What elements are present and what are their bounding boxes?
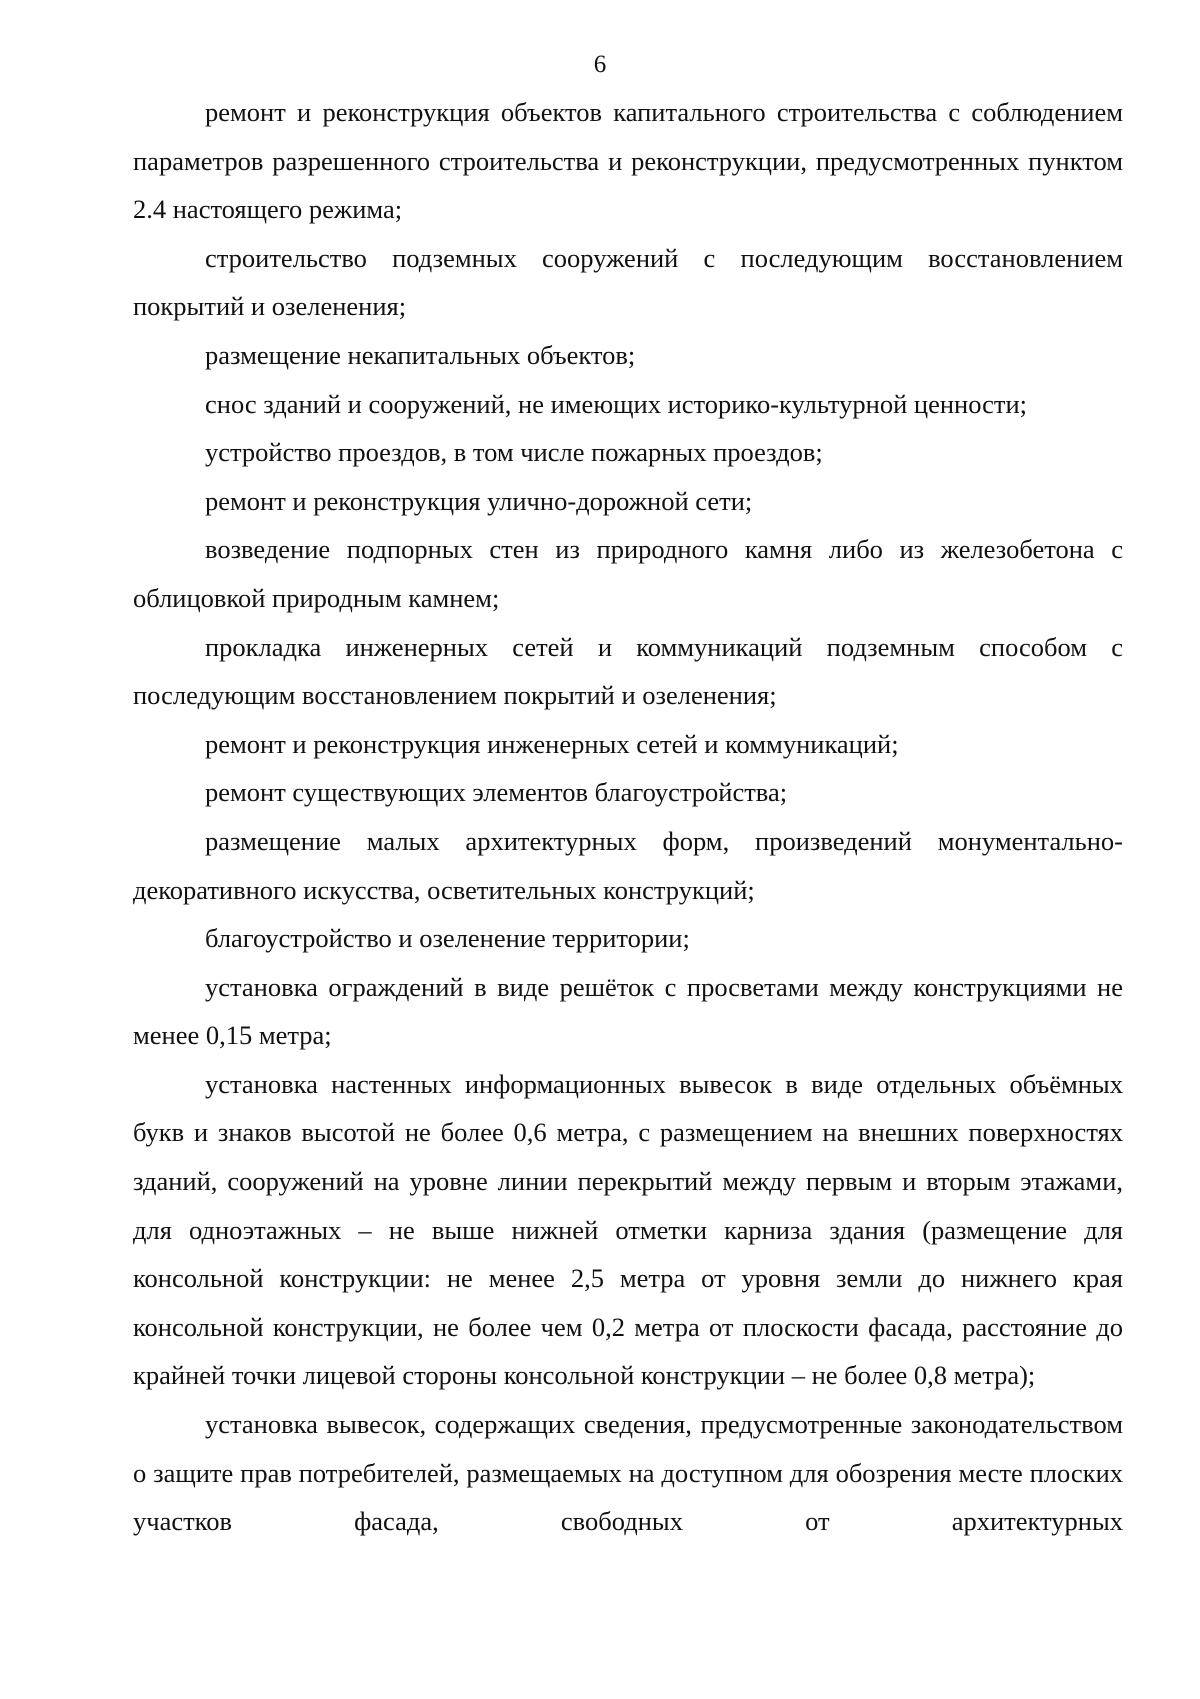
page-number: 6 [593,51,607,78]
paragraph-utility-networks-laying: прокладка инженерных сетей и коммуникаций подземным способом с последующим восстановлением покрытий и озеленения; [133,631,1123,711]
paragraph-retaining-walls: возведение подпорных стен из природного камня либо из железобетона с облицовкой природным камнем; [133,534,1123,613]
paragraph-greening: благоустройство и озеленение территории; [205,923,690,954]
paragraph-non-capital-objects: размещение некапитальных объектов; [205,339,636,370]
paragraph-wall-signs: установка настенных информационных вывесок в виде отдельных объёмных букв и знаков высотой не более 0,6 метра, с размещением на внешних поверхностях зданий, сооружений на уровне линии перекрытий между первым и вторым этажами, для одноэтажных – не выше нижней отметки карниза здания (размещение для консольной конструкции: не менее 2,5 метра от уровня земли до нижнего края консольной конструкции, не более чем 0,2 метра от плоскости фасада, расстояние до крайней точки лицевой стороны консольной конструкции – не более 0,8 метра); [133,1068,1123,1391]
paragraph-fences: установка ограждений в виде решёток с просветами между конструкциями не менее 0,15 метра; [133,971,1123,1051]
paragraph-small-architectural-forms: размещение малых архитектурных форм, произведений монументально-декоративного искусства, осветительных конструкций; [133,825,1123,905]
document-body [133,88,1123,1546]
paragraph-landscaping-repair: ремонт существующих элементов благоустройства; [205,777,788,808]
paragraph-underground-structures: строительство подземных сооружений с последующим восстановлением покрытий и озеленения; [133,242,1123,322]
paragraph-utility-networks-repair: ремонт и реконструкция инженерных сетей и коммуникаций; [205,728,899,759]
paragraph-consumer-signs: установка вывесок, содержащих сведения, предусмотренные законодательством о защите прав потребителей, размещаемых на доступном для обозрения месте плоских участков фасада, свободных от архитектурных [133,1409,1123,1537]
paragraph-repair-capital-objects: ремонт и реконструкция объектов капитального строительства с соблюдением параметров разрешенного строительства и реконструкции, предусмотренных пунктом 2.4 настоящего режима; [133,97,1123,225]
paragraph-demolition: снос зданий и сооружений, не имеющих историко-культурной ценности; [205,388,1027,419]
paragraph-road-network: ремонт и реконструкция улично-дорожной сети; [205,485,753,516]
paragraph-driveways: устройство проездов, в том числе пожарных проездов; [205,437,823,468]
